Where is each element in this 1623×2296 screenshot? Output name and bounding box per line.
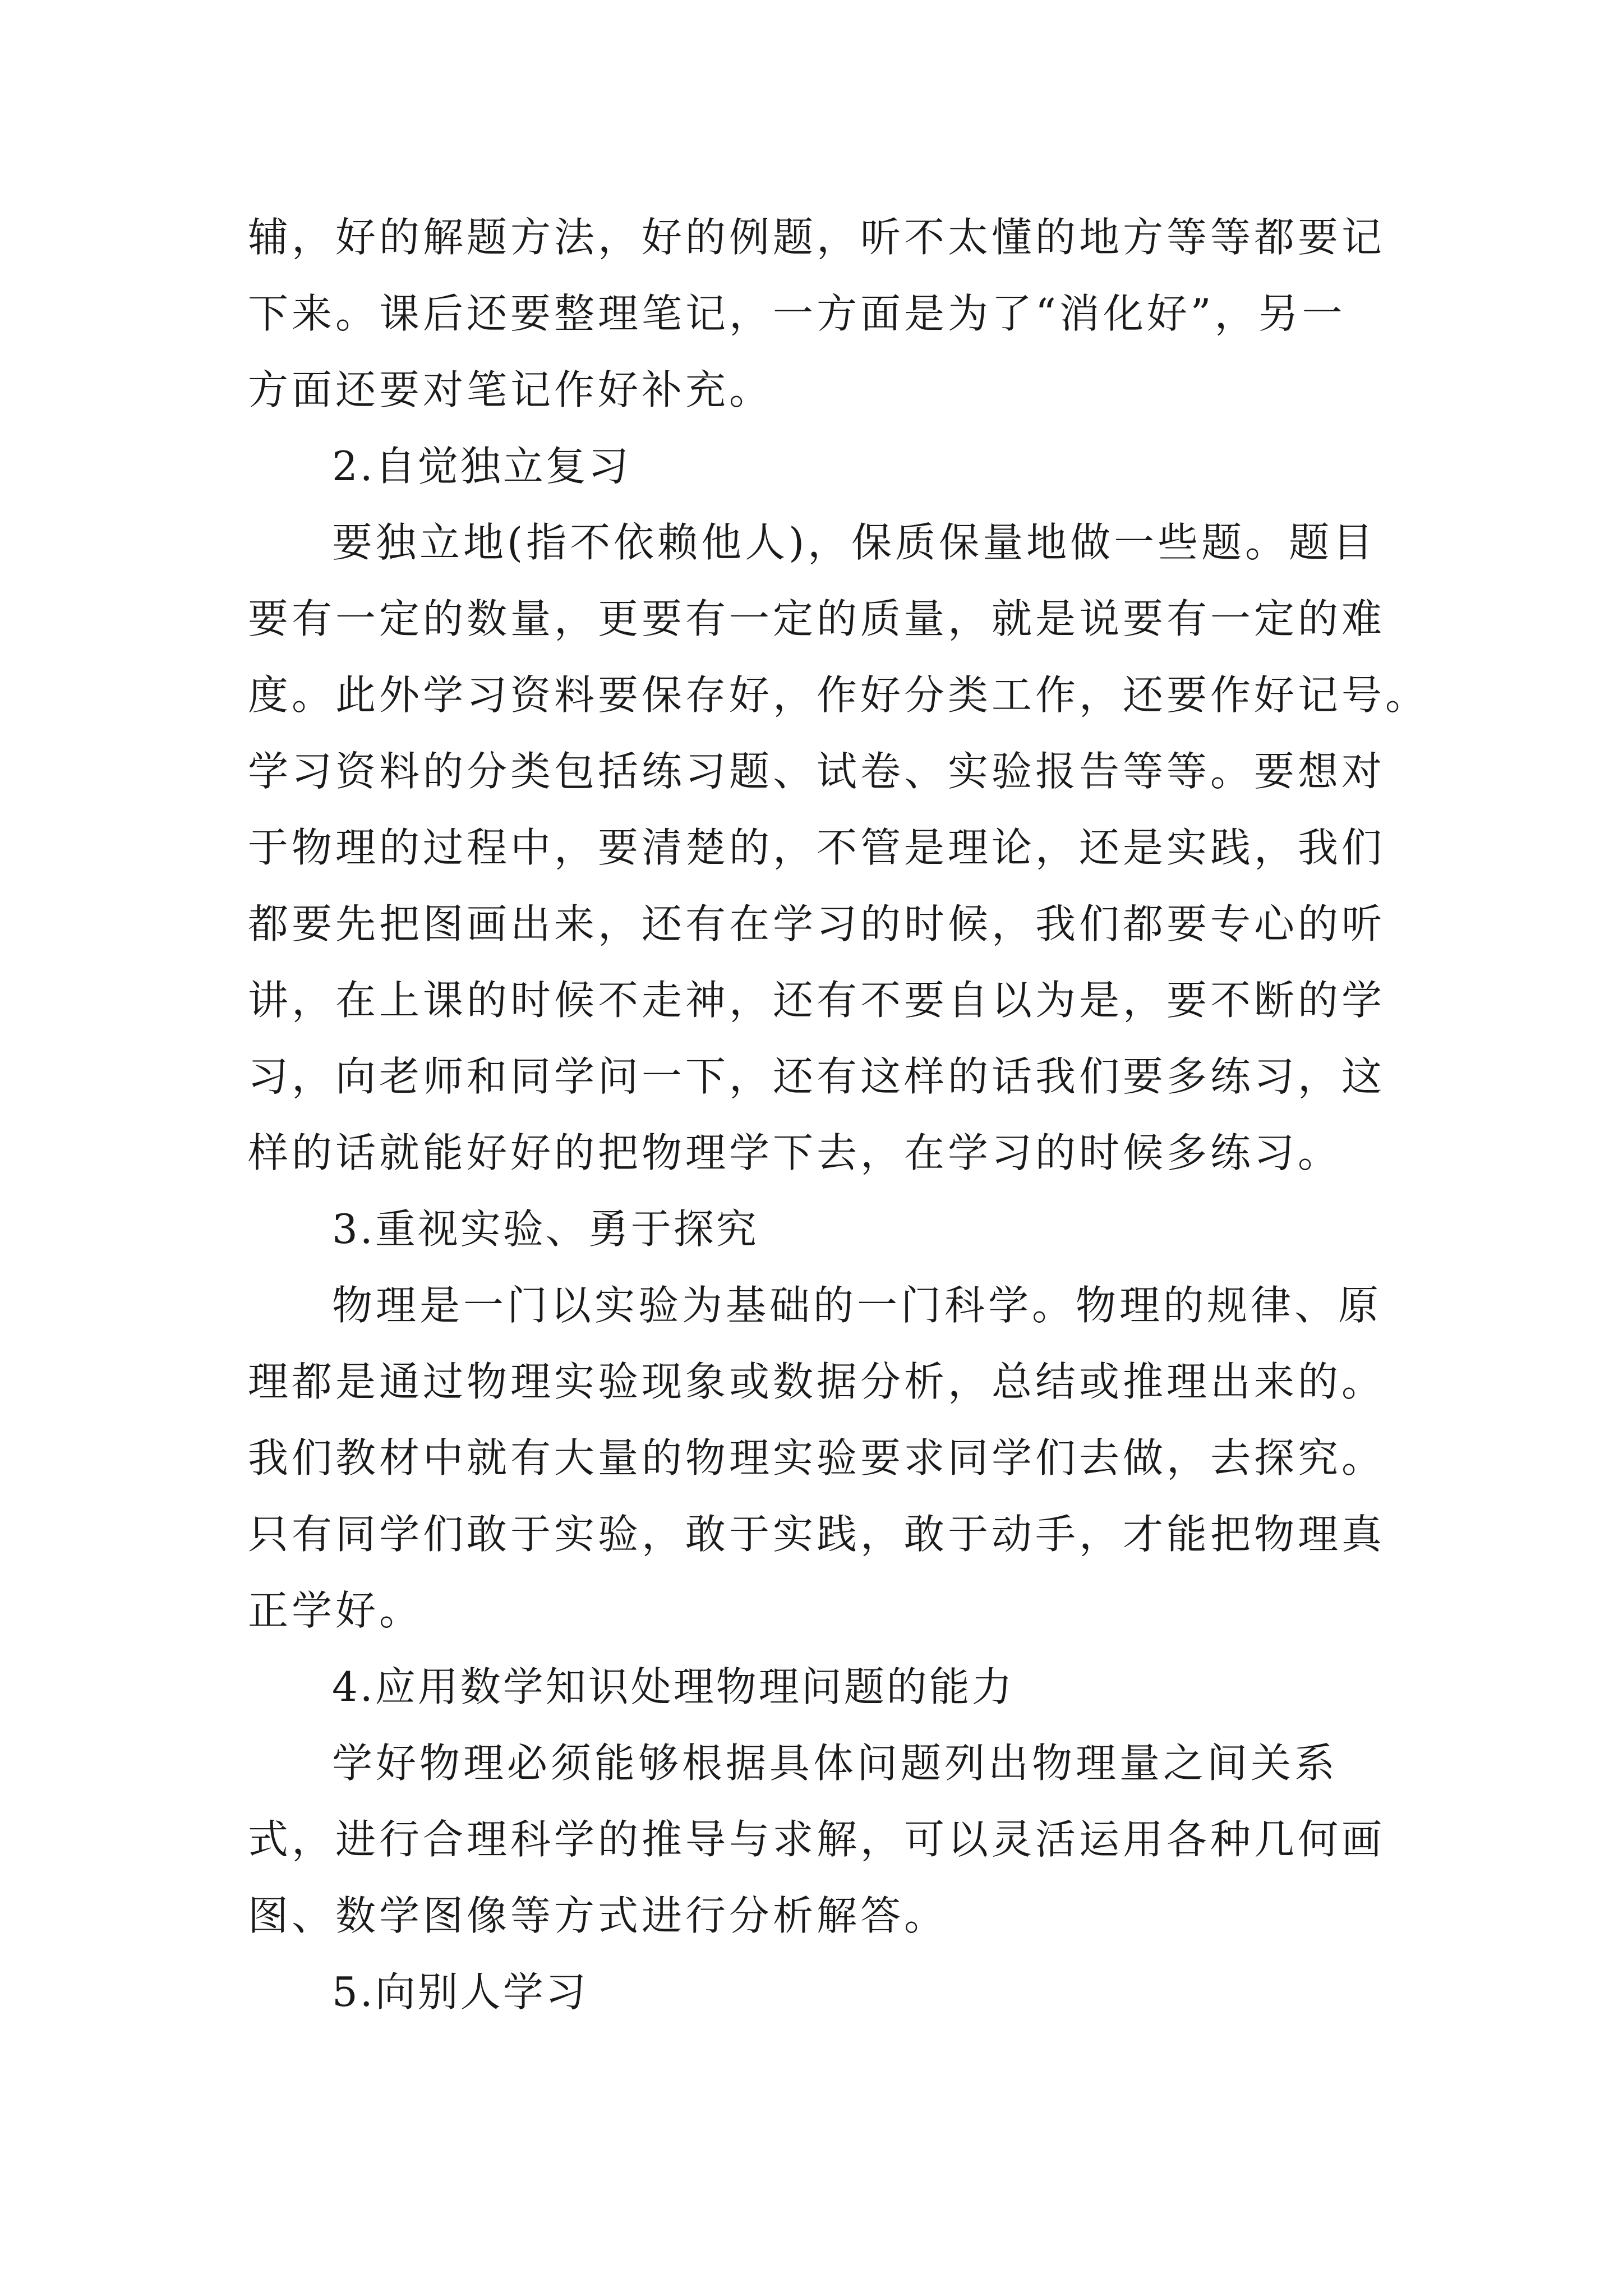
text-line: 样的话就能好好的把物理学下去，在学习的时候多练习。 (248, 1129, 1342, 1176)
text-line: 只有同学们敢于实验，敢于实践，敢于动手，才能把物理真 (248, 1511, 1386, 1558)
text-line: 式，进行合理科学的推导与求解，可以灵活运用各种几何画 (248, 1816, 1386, 1863)
document-body (248, 199, 1430, 2030)
text-line: 下来。课后还要整理笔记，一方面是为了“消化好”，另一 (248, 290, 1346, 337)
text-line: 理都是通过物理实验现象或数据分析，总结或推理出来的。 (248, 1358, 1386, 1405)
section-heading-4: 4.应用数学知识处理物理问题的能力 (332, 1663, 1015, 1710)
paragraph-independent-review (248, 504, 1430, 1191)
text-line: 方面还要对笔记作好补充。 (248, 366, 773, 413)
text-line: 我们教材中就有大量的物理实验要求同学们去做，去探究。 (248, 1434, 1386, 1481)
section-heading-3: 3.重视实验、勇于探究 (332, 1205, 759, 1253)
text-line: 度。此外学习资料要保存好，作好分类工作，还要作好记号。 (248, 671, 1430, 719)
paragraph-math-skills (248, 1725, 1392, 1954)
section-heading-5: 5.向别人学习 (332, 1968, 588, 2016)
text-line: 学习资料的分类包括练习题、试卷、实验报告等等。要想对 (248, 748, 1386, 795)
text-line: 正学好。 (248, 1587, 423, 1634)
text-line: 习，向老师和同学问一下，还有这样的话我们要多练习，这 (248, 1053, 1386, 1100)
paragraph-experiments (248, 1267, 1392, 1649)
text-line: 要有一定的数量，更要有一定的质量，就是说要有一定的难 (248, 595, 1386, 642)
section-heading-2: 2.自觉独立复习 (332, 443, 631, 490)
text-line: 都要先把图画出来，还有在学习的时候，我们都要专心的听 (248, 900, 1386, 947)
text-line: 于物理的过程中，要清楚的，不管是理论，还是实践，我们 (248, 824, 1386, 871)
text-line: 图、数学图像等方式进行分析解答。 (248, 1892, 948, 1939)
text-line: 要独立地(指不依赖他人)，保质保量地做一些题。题目 (332, 519, 1377, 566)
text-line: 辅，好的解题方法，好的例题，听不太懂的地方等等都要记 (248, 214, 1386, 261)
text-line: 学好物理必须能够根据具体问题列出物理量之间关系 (332, 1740, 1339, 1787)
text-line: 物理是一门以实验为基础的一门科学。物理的规律、原 (332, 1282, 1382, 1329)
text-line: 讲，在上课的时候不走神，还有不要自以为是，要不断的学 (248, 977, 1386, 1024)
paragraph-note-taking (248, 199, 1392, 428)
